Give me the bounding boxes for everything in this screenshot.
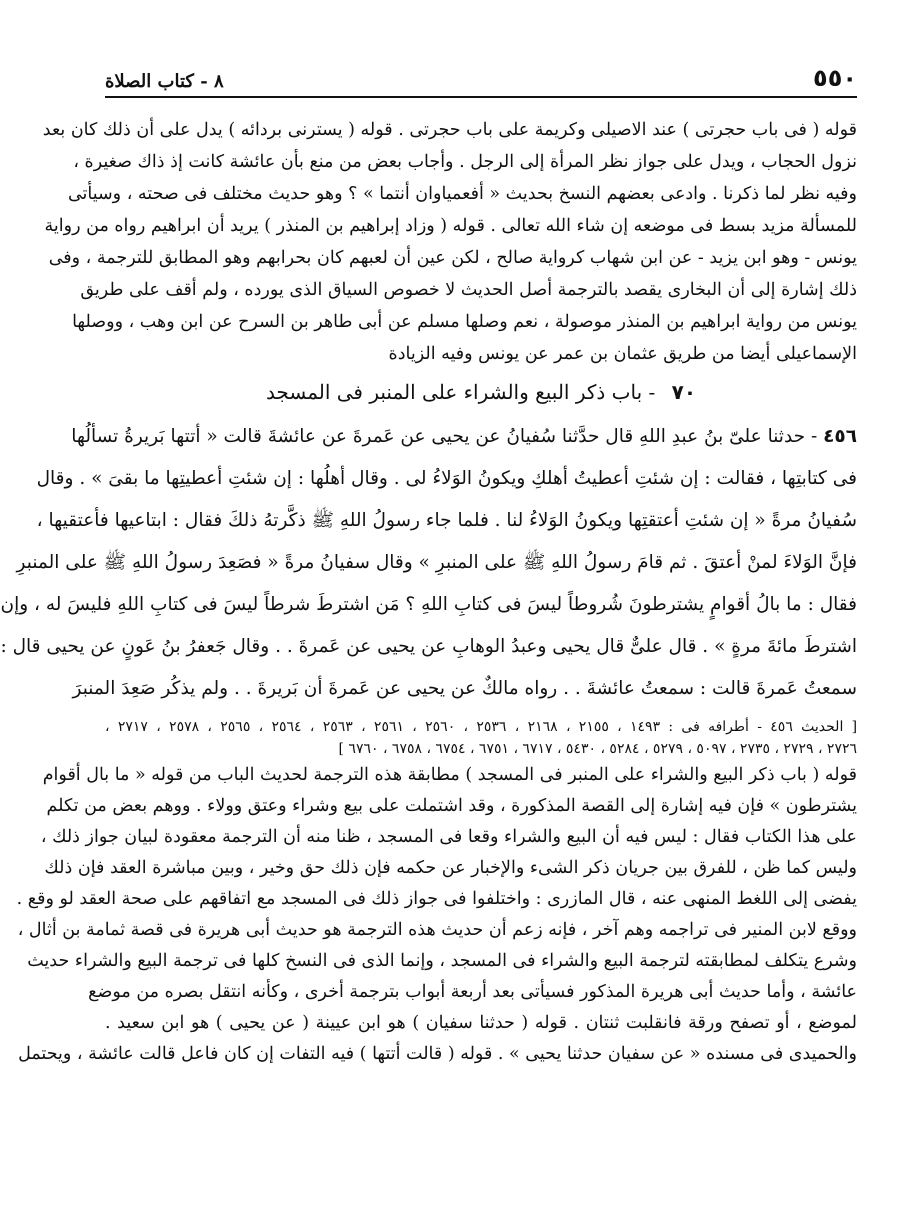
commentary-line: لموضع ، أو تصفح ورقة فانقلبت ثنتان . قوله ( حدثنا سفيان ) هو ابن عيينة ( عن يحيى ) هو ابن سعيد . [105,1013,857,1033]
chapter-title: - باب ذكر البيع والشراء على المنبر فى المسجد [265,380,656,404]
commentary-line: والحميدى فى مسنده « عن سفيان حدثنا يحيى » . قوله ( قالت أتتها ) فيه التفات إن كان فاعل قالت عائشة ، ويحتمل [18,1044,857,1064]
cross-reference-line: [ الحديث ٤٥٦ - أطرافه فى : ١٤٩٣ ، ٢١٥٥ ، ٢١٦٨ ، ٢٥٣٦ ، ٢٥٦٠ ، ٢٥٦١ ، ٢٥٦٣ ، ٢٥٦٤ ، ٢٥٦٥ ، ٢٥٧٨ ، ٢٧١٧ ، [105,719,858,735]
commentary-line: يونس - وهو ابن يزيد - عن ابن شهاب كرواية صالح ، لكن عين أن لعبهم كان بحرابهم وهو المطابق للترجمة ، وفى [48,248,857,268]
commentary-line: على هذا الكتاب فقال : ليس فيه أن البيع والشراء وقعا فى المسجد ، ظنا منه أن الترجمة معقودة لبيان جواز ذلك ، [40,827,857,847]
hadith-line: سُفيانُ مرةً « إن شئتِ أعتقتِها ويكونُ الوَلاءُ لنا . فلما جاء رسولُ اللهِ ﷺ ذكَّرتهُ ذلكَ فقال : ابتاعيها فأعتقيها ، [36,510,857,531]
hadith-line: اشترطَ مائةَ مرةٍ » . قال علىٌّ قال يحيى وعبدُ الوهابِ عن يحيى عن عَمرةَ . . وقال جَعفرُ بنُ عَونٍ عن يحيى قال : [0,636,857,657]
commentary-line: وفيه نظر لما ذكرنا . وادعى بعضهم النسخ بحديث « أفعمياوان أنتما » ؟ وهو حديث مختلف فى صحته ، وسيأتى [67,184,857,204]
page-body [0,114,858,1070]
commentary-line: قوله ( فى باب حجرتى ) عند الاصيلى وكريمة على باب حجرتى . قوله ( يسترنى بردائه ) يدل على أن ذلك كان بعد [42,120,857,140]
commentary-line: نزول الحجاب ، ويدل على جواز نظر المرأة إلى الرجل . وأجاب بعض من منع بأن عائشة كانت إذ ذاك صغيرة ، [73,152,857,172]
cross-reference-line: ٢٧٢٦ ، ٢٧٢٩ ، ٢٧٣٥ ، ٥٠٩٧ ، ٥٢٧٩ ، ٥٢٨٤ ، ٥٤٣٠ ، ٦٧١٧ ، ٦٧٥١ ، ٦٧٥٤ ، ٦٧٥٨ ، ٦٧٦٠ ] [338,741,857,757]
hadith-line: فإنَّ الوَلاءَ لمنْ أعتقَ . ثم قامَ رسولُ اللهِ ﷺ على المنبرِ » وقال سفيانُ مرةً « فصَعِدَ رسولُ اللهِ ﷺ على المنبرِ [16,552,857,573]
hadith-line: فى كتابتِها ، فقالت : إن شئتِ أعطيتُ أهلكِ ويكونُ الوَلاءُ لى . وقال أهلُها : إن شئتِ أعطيتِها ما بقىَ » . وقال [36,468,857,489]
book-page [0,56,858,1206]
commentary-line: ووقع لابن المنير فى تراجمه وهم آخر ، فإنه زعم أن حديث هذه الترجمة هو حديث أبى هريرة فى قصة ثمامة بن أثال ، [17,920,857,940]
chapter-heading [105,372,857,412]
commentary-line: عائشة ، وأما حديث أبى هريرة المذكور فسيأتى بعد أربعة أبواب بترجمة أخرى ، وكأنه انتقل بصره من موضع [88,982,857,1002]
top-commentary [42,114,857,370]
hadith-number: ٤٥٦ [823,426,857,447]
page-number: ٥٥٠ [813,64,857,92]
chapter-number: ٧٠ [671,380,697,404]
hadith-line: سمعتُ عَمرةَ قالت : سمعتُ عائشةَ . . رواه مالكٌ عن يحيى عن عَمرةَ أن بَريرةَ . . ولم يذكُر صَعِدَ المنبرَ [72,678,857,699]
commentary-line: للمسألة مزيد بسط فى موضعه إن شاء الله تعالى . قوله ( وزاد إبراهيم بن المنذر ) يريد أن ابراهيم رواه من رواية [44,216,857,236]
hadith-cross-references [105,716,857,760]
hadith-line-first [71,416,857,458]
commentary-line: يفضى إلى اللغط المنهى عنه ، قال المازرى : واختلفوا فى جواز ذلك فى المسجد مع اتفاقهم على صحة العقد لو وقع . [16,889,857,909]
running-title: ٨ - كتاب الصلاة [105,71,224,92]
hadith-line: - حدثنا علىّ بنُ عبدِ اللهِ قال حدَّثنا سُفيانُ عن يحيى عن عَمرةَ عن عائشةَ قالت « أتتها بَريرةُ تسألُها [71,426,818,447]
commentary-line: قوله ( باب ذكر البيع والشراء على المنبر فى المسجد ) مطابقة هذه الترجمة لحديث الباب من قوله « ما بال أقوام [42,765,857,785]
commentary-line: وليس كما ظن ، للفرق بين جريان ذكر الشىء والإخبار عن حكمه فإن ذلك حق وخير ، وبين مباشرة العقد فإن ذلك [44,858,857,878]
hadith-line: فقال : ما بالُ أقوامٍ يشترطونَ شُروطاً ليسَ فى كتابِ اللهِ ؟ مَن اشترطَ شرطاً ليسَ فى كتابِ اللهِ فليسَ له ، وإن [0,594,857,615]
page-header [105,56,857,98]
commentary-line: ذلك إشارة إلى أن البخارى يقصد بالترجمة أصل الحديث لا خصوص السياق الذى يورده ، ولم أقف على طريق [80,280,857,300]
commentary-line: الإسماعيلى أيضا من طريق عثمان بن عمر عن يونس وفيه الزيادة [388,344,857,364]
hadith-text [0,416,857,710]
commentary-line: يونس من رواية ابراهيم بن المنذر موصولة ، نعم وصلها مسلم عن أبى طاهر بن السرح عن ابن وهب ، ووصلها [72,312,857,332]
commentary-line: وشرع يتكلف لمطابقته لترجمة البيع والشراء فى المسجد ، وإنما الذى فى النسخ كلها فى ترجمة البيع والشراء حديث [27,951,857,971]
commentary-line: يشترطون » فإن فيه إشارة إلى القصة المذكورة ، وقد اشتملت على بيع وشراء وعتق وولاء . ووهم بعض من تكلم [46,796,857,816]
bottom-commentary [16,760,857,1070]
